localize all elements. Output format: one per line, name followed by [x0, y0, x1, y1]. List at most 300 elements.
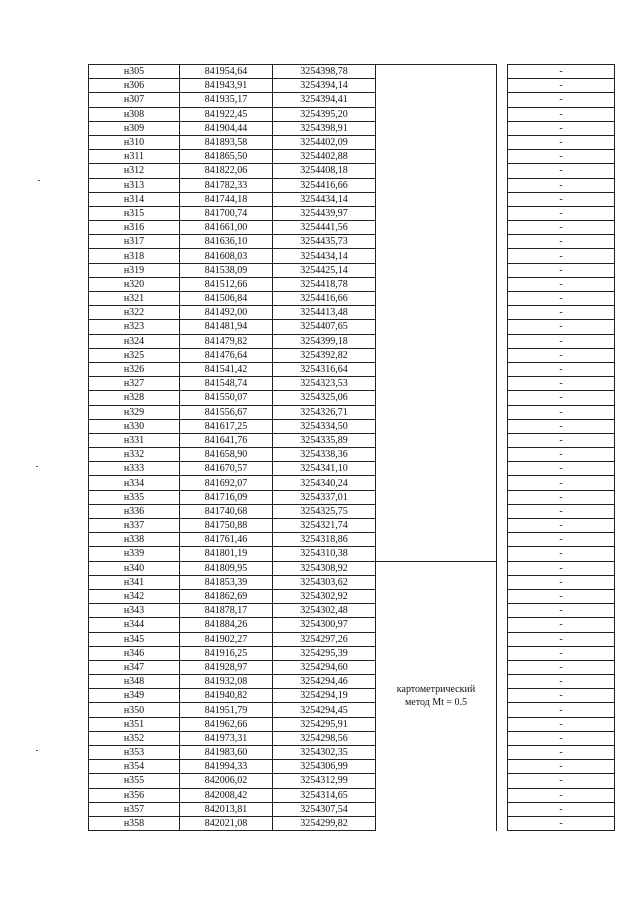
column-gap	[497, 476, 508, 490]
x-coordinate: 841740,68	[180, 504, 273, 518]
point-name: н332	[89, 448, 180, 462]
accuracy-value: -	[508, 348, 615, 362]
column-gap	[497, 547, 508, 561]
x-coordinate: 841943,91	[180, 79, 273, 93]
y-coordinate: 3254340,24	[273, 476, 376, 490]
y-coordinate: 3254298,56	[273, 731, 376, 745]
accuracy-value: -	[508, 519, 615, 533]
point-name: н329	[89, 405, 180, 419]
method-cell	[376, 476, 497, 490]
accuracy-value: -	[508, 362, 615, 376]
column-gap	[497, 306, 508, 320]
x-coordinate: 842013,81	[180, 802, 273, 816]
method-cell	[376, 178, 497, 192]
accuracy-value: -	[508, 575, 615, 589]
column-gap	[497, 760, 508, 774]
y-coordinate: 3254399,18	[273, 334, 376, 348]
accuracy-value: -	[508, 660, 615, 674]
method-cell	[376, 362, 497, 376]
y-coordinate: 3254300,97	[273, 618, 376, 632]
table-row	[89, 405, 615, 419]
accuracy-value: -	[508, 448, 615, 462]
method-name: картометрический	[396, 684, 476, 696]
method-cell	[376, 192, 497, 206]
accuracy-value: -	[508, 277, 615, 291]
x-coordinate: 841862,69	[180, 589, 273, 603]
column-gap	[497, 150, 508, 164]
column-gap	[497, 774, 508, 788]
method-cell	[376, 150, 497, 164]
table-row	[89, 206, 615, 220]
point-name: н342	[89, 589, 180, 603]
accuracy-value: -	[508, 334, 615, 348]
table-row	[89, 802, 615, 816]
accuracy-value: -	[508, 533, 615, 547]
column-gap	[497, 405, 508, 419]
column-gap	[497, 263, 508, 277]
column-gap	[497, 121, 508, 135]
x-coordinate: 841641,76	[180, 433, 273, 447]
column-gap	[497, 802, 508, 816]
point-name: н347	[89, 660, 180, 674]
method-cell	[376, 263, 497, 277]
table-row	[89, 334, 615, 348]
table-row	[89, 675, 615, 689]
column-gap	[497, 277, 508, 291]
column-gap	[497, 164, 508, 178]
y-coordinate: 3254337,01	[273, 490, 376, 504]
accuracy-value: -	[508, 306, 615, 320]
column-gap	[497, 334, 508, 348]
accuracy-value: -	[508, 689, 615, 703]
point-name: н317	[89, 235, 180, 249]
column-gap	[497, 462, 508, 476]
point-name: н341	[89, 575, 180, 589]
column-gap	[497, 320, 508, 334]
point-name: н311	[89, 150, 180, 164]
x-coordinate: 841506,84	[180, 292, 273, 306]
y-coordinate: 3254308,92	[273, 561, 376, 575]
x-coordinate: 841962,66	[180, 717, 273, 731]
column-gap	[497, 731, 508, 745]
table-row	[89, 462, 615, 476]
point-name: н328	[89, 391, 180, 405]
y-coordinate: 3254439,97	[273, 206, 376, 220]
method-cell	[376, 221, 497, 235]
table-row	[89, 107, 615, 121]
column-gap	[497, 646, 508, 660]
column-gap	[497, 490, 508, 504]
method-cell	[376, 320, 497, 334]
scan-mark	[36, 466, 38, 467]
column-gap	[497, 419, 508, 433]
x-coordinate: 841716,09	[180, 490, 273, 504]
accuracy-value: -	[508, 561, 615, 575]
column-gap	[497, 746, 508, 760]
method-cell	[376, 504, 497, 518]
x-coordinate: 841853,39	[180, 575, 273, 589]
accuracy-value: -	[508, 320, 615, 334]
accuracy-value: -	[508, 703, 615, 717]
table-row	[89, 93, 615, 107]
point-name: н308	[89, 107, 180, 121]
table-row	[89, 192, 615, 206]
y-coordinate: 3254334,50	[273, 419, 376, 433]
y-coordinate: 3254398,91	[273, 121, 376, 135]
table-row	[89, 774, 615, 788]
column-gap	[497, 433, 508, 447]
accuracy-value: -	[508, 802, 615, 816]
table-row	[89, 760, 615, 774]
x-coordinate: 841550,07	[180, 391, 273, 405]
y-coordinate: 3254434,14	[273, 192, 376, 206]
y-coordinate: 3254341,10	[273, 462, 376, 476]
column-gap	[497, 618, 508, 632]
column-gap	[497, 689, 508, 703]
y-coordinate: 3254394,41	[273, 93, 376, 107]
method-cell	[376, 121, 497, 135]
method-cell	[376, 433, 497, 447]
x-coordinate: 841884,26	[180, 618, 273, 632]
y-coordinate: 3254295,39	[273, 646, 376, 660]
point-name: н344	[89, 618, 180, 632]
method-cell	[376, 462, 497, 476]
table-row	[89, 731, 615, 745]
x-coordinate: 842006,02	[180, 774, 273, 788]
x-coordinate: 841916,25	[180, 646, 273, 660]
method-cell	[376, 107, 497, 121]
point-name: н315	[89, 206, 180, 220]
point-name: н313	[89, 178, 180, 192]
accuracy-value: -	[508, 107, 615, 121]
accuracy-value: -	[508, 249, 615, 263]
x-coordinate: 841822,06	[180, 164, 273, 178]
method-cell	[376, 164, 497, 178]
x-coordinate: 841782,33	[180, 178, 273, 192]
accuracy-value: -	[508, 93, 615, 107]
point-name: н319	[89, 263, 180, 277]
y-coordinate: 3254302,48	[273, 604, 376, 618]
x-coordinate: 841878,17	[180, 604, 273, 618]
point-name: н354	[89, 760, 180, 774]
point-name: н325	[89, 348, 180, 362]
x-coordinate: 841479,82	[180, 334, 273, 348]
accuracy-value: -	[508, 462, 615, 476]
x-coordinate: 841973,31	[180, 731, 273, 745]
x-coordinate: 841983,60	[180, 746, 273, 760]
table-row	[89, 65, 615, 79]
x-coordinate: 841893,58	[180, 135, 273, 149]
y-coordinate: 3254398,78	[273, 65, 376, 79]
x-coordinate: 841700,74	[180, 206, 273, 220]
table-row	[89, 235, 615, 249]
point-name: н349	[89, 689, 180, 703]
column-gap	[497, 561, 508, 575]
table-row	[89, 348, 615, 362]
accuracy-value: -	[508, 235, 615, 249]
point-name: н357	[89, 802, 180, 816]
accuracy-value: -	[508, 816, 615, 830]
accuracy-value: -	[508, 292, 615, 306]
method-cell	[376, 306, 497, 320]
table-row	[89, 320, 615, 334]
method-cell	[376, 448, 497, 462]
accuracy-value: -	[508, 675, 615, 689]
column-gap	[497, 192, 508, 206]
method-cell	[376, 93, 497, 107]
y-coordinate: 3254318,86	[273, 533, 376, 547]
table-row	[89, 490, 615, 504]
accuracy-value: -	[508, 65, 615, 79]
table-row	[89, 433, 615, 447]
y-coordinate: 3254294,45	[273, 703, 376, 717]
column-gap	[497, 519, 508, 533]
y-coordinate: 3254310,38	[273, 547, 376, 561]
method-cell	[376, 79, 497, 93]
accuracy-value: -	[508, 774, 615, 788]
column-gap	[497, 235, 508, 249]
method-cell	[376, 405, 497, 419]
accuracy-value: -	[508, 788, 615, 802]
point-name: н345	[89, 632, 180, 646]
accuracy-value: -	[508, 79, 615, 93]
accuracy-value: -	[508, 419, 615, 433]
accuracy-value: -	[508, 547, 615, 561]
x-coordinate: 841951,79	[180, 703, 273, 717]
method-cell	[376, 377, 497, 391]
column-gap	[497, 660, 508, 674]
column-gap	[497, 65, 508, 79]
accuracy-value: -	[508, 121, 615, 135]
point-name: н352	[89, 731, 180, 745]
method-accuracy: метод Mt = 0.5	[404, 697, 468, 709]
table-row	[89, 377, 615, 391]
table-row	[89, 575, 615, 589]
method-cell	[376, 334, 497, 348]
point-name: н336	[89, 504, 180, 518]
point-name: н323	[89, 320, 180, 334]
point-name: н353	[89, 746, 180, 760]
column-gap	[497, 391, 508, 405]
accuracy-value: -	[508, 490, 615, 504]
accuracy-value: -	[508, 746, 615, 760]
table-row	[89, 221, 615, 235]
table-row	[89, 277, 615, 291]
point-name: н322	[89, 306, 180, 320]
y-coordinate: 3254408,18	[273, 164, 376, 178]
column-gap	[497, 575, 508, 589]
column-gap	[497, 589, 508, 603]
scan-mark	[36, 750, 38, 751]
x-coordinate: 841994,33	[180, 760, 273, 774]
column-gap	[497, 221, 508, 235]
table-row	[89, 292, 615, 306]
y-coordinate: 3254394,14	[273, 79, 376, 93]
x-coordinate: 841761,46	[180, 533, 273, 547]
column-gap	[497, 504, 508, 518]
y-coordinate: 3254321,74	[273, 519, 376, 533]
accuracy-value: -	[508, 135, 615, 149]
accuracy-value: -	[508, 731, 615, 745]
y-coordinate: 3254294,46	[273, 675, 376, 689]
table-row	[89, 689, 615, 703]
y-coordinate: 3254297,26	[273, 632, 376, 646]
y-coordinate: 3254441,56	[273, 221, 376, 235]
y-coordinate: 3254326,71	[273, 405, 376, 419]
column-gap	[497, 675, 508, 689]
x-coordinate: 841512,66	[180, 277, 273, 291]
scan-mark	[38, 180, 40, 181]
accuracy-value: -	[508, 263, 615, 277]
point-name: н333	[89, 462, 180, 476]
x-coordinate: 841670,57	[180, 462, 273, 476]
accuracy-value: -	[508, 221, 615, 235]
table-row	[89, 504, 615, 518]
y-coordinate: 3254418,78	[273, 277, 376, 291]
accuracy-value: -	[508, 164, 615, 178]
x-coordinate: 841801,19	[180, 547, 273, 561]
y-coordinate: 3254434,14	[273, 249, 376, 263]
method-cell	[376, 348, 497, 362]
x-coordinate: 841932,08	[180, 675, 273, 689]
point-name: н310	[89, 135, 180, 149]
y-coordinate: 3254294,60	[273, 660, 376, 674]
y-coordinate: 3254425,14	[273, 263, 376, 277]
method-cell	[376, 490, 497, 504]
x-coordinate: 841940,82	[180, 689, 273, 703]
y-coordinate: 3254294,19	[273, 689, 376, 703]
column-gap	[497, 788, 508, 802]
method-cell	[376, 277, 497, 291]
point-name: н327	[89, 377, 180, 391]
y-coordinate: 3254435,73	[273, 235, 376, 249]
method-cell	[376, 533, 497, 547]
table-row	[89, 249, 615, 263]
y-coordinate: 3254302,35	[273, 746, 376, 760]
column-gap	[497, 249, 508, 263]
x-coordinate: 841865,50	[180, 150, 273, 164]
column-gap	[497, 377, 508, 391]
column-gap	[497, 448, 508, 462]
table-row	[89, 164, 615, 178]
y-coordinate: 3254312,99	[273, 774, 376, 788]
point-name: н355	[89, 774, 180, 788]
y-coordinate: 3254316,64	[273, 362, 376, 376]
x-coordinate: 841902,27	[180, 632, 273, 646]
point-name: н348	[89, 675, 180, 689]
table-row	[89, 604, 615, 618]
column-gap	[497, 604, 508, 618]
point-name: н351	[89, 717, 180, 731]
x-coordinate: 841904,44	[180, 121, 273, 135]
x-coordinate: 841538,09	[180, 263, 273, 277]
point-name: н358	[89, 816, 180, 830]
point-name: н316	[89, 221, 180, 235]
table-row	[89, 717, 615, 731]
x-coordinate: 841935,17	[180, 93, 273, 107]
method-cell	[376, 292, 497, 306]
column-gap	[497, 135, 508, 149]
column-gap	[497, 206, 508, 220]
x-coordinate: 841541,42	[180, 362, 273, 376]
table-row	[89, 533, 615, 547]
column-gap	[497, 178, 508, 192]
table-row	[89, 306, 615, 320]
column-gap	[497, 107, 508, 121]
x-coordinate: 841692,07	[180, 476, 273, 490]
y-coordinate: 3254303,62	[273, 575, 376, 589]
point-name: н340	[89, 561, 180, 575]
point-name: н321	[89, 292, 180, 306]
method-cell	[376, 519, 497, 533]
x-coordinate: 841548,74	[180, 377, 273, 391]
column-gap	[497, 632, 508, 646]
point-name: н306	[89, 79, 180, 93]
accuracy-value: -	[508, 504, 615, 518]
y-coordinate: 3254314,65	[273, 788, 376, 802]
x-coordinate: 841608,03	[180, 249, 273, 263]
method-cell	[376, 65, 497, 79]
point-name: н330	[89, 419, 180, 433]
accuracy-value: -	[508, 206, 615, 220]
y-coordinate: 3254392,82	[273, 348, 376, 362]
table-row	[89, 178, 615, 192]
method-cell	[376, 249, 497, 263]
accuracy-value: -	[508, 760, 615, 774]
x-coordinate: 842008,42	[180, 788, 273, 802]
method-cell	[376, 135, 497, 149]
accuracy-value: -	[508, 632, 615, 646]
column-gap	[497, 362, 508, 376]
x-coordinate: 841922,45	[180, 107, 273, 121]
x-coordinate: 841492,00	[180, 306, 273, 320]
y-coordinate: 3254306,99	[273, 760, 376, 774]
column-gap	[497, 93, 508, 107]
method-cell	[376, 561, 497, 831]
accuracy-value: -	[508, 589, 615, 603]
accuracy-value: -	[508, 717, 615, 731]
x-coordinate: 841481,94	[180, 320, 273, 334]
y-coordinate: 3254413,48	[273, 306, 376, 320]
point-name: н307	[89, 93, 180, 107]
table-row	[89, 519, 615, 533]
point-name: н318	[89, 249, 180, 263]
accuracy-value: -	[508, 618, 615, 632]
table-row	[89, 646, 615, 660]
table-row	[89, 618, 615, 632]
x-coordinate: 841954,64	[180, 65, 273, 79]
point-name: н305	[89, 65, 180, 79]
x-coordinate: 841658,90	[180, 448, 273, 462]
table-row	[89, 362, 615, 376]
point-name: н346	[89, 646, 180, 660]
x-coordinate: 841809,95	[180, 561, 273, 575]
table-row	[89, 547, 615, 561]
y-coordinate: 3254325,06	[273, 391, 376, 405]
y-coordinate: 3254295,91	[273, 717, 376, 731]
accuracy-value: -	[508, 604, 615, 618]
column-gap	[497, 703, 508, 717]
table-row	[89, 746, 615, 760]
y-coordinate: 3254307,54	[273, 802, 376, 816]
point-name: н338	[89, 533, 180, 547]
table-row	[89, 121, 615, 135]
method-cell	[376, 206, 497, 220]
accuracy-value: -	[508, 150, 615, 164]
point-name: н343	[89, 604, 180, 618]
column-gap	[497, 79, 508, 93]
table-row	[89, 816, 615, 830]
